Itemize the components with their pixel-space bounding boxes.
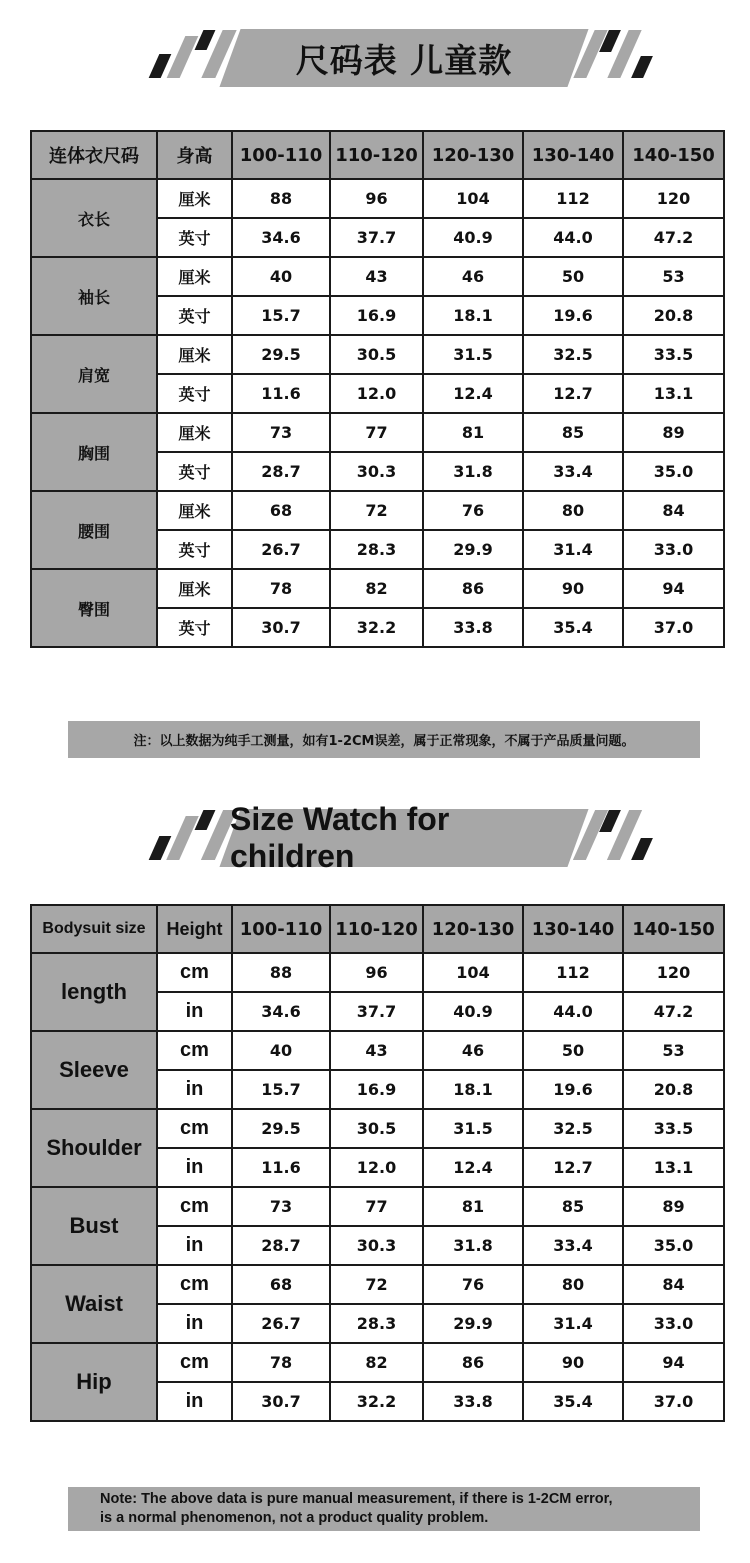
unit-cm: 厘米 <box>157 257 232 296</box>
unit-in: in <box>157 1226 232 1265</box>
unit-cm: 厘米 <box>157 569 232 608</box>
header-height-range: 110-120 <box>330 905 423 953</box>
value-cell: 112 <box>523 179 623 218</box>
header-height-range: 130-140 <box>523 131 623 179</box>
value-cell: 82 <box>330 1343 423 1382</box>
unit-in: in <box>157 1382 232 1421</box>
value-cell: 19.6 <box>523 296 623 335</box>
value-cell: 20.8 <box>623 1070 724 1109</box>
value-cell: 30.7 <box>232 608 330 647</box>
row-name: Hip <box>31 1343 157 1421</box>
value-cell: 34.6 <box>232 992 330 1031</box>
value-cell: 84 <box>623 1265 724 1304</box>
value-cell: 12.4 <box>423 374 523 413</box>
row-name: 袖长 <box>31 257 157 335</box>
value-cell: 43 <box>330 1031 423 1070</box>
value-cell: 53 <box>623 1031 724 1070</box>
value-cell: 33.0 <box>623 1304 724 1343</box>
value-cell: 28.7 <box>232 452 330 491</box>
cn-title-banner <box>0 26 750 90</box>
cn-measurement-note: 注：以上数据为纯手工测量，如有1-2CM误差，属于正常现象，不属于产品质量问题。 <box>68 721 700 758</box>
value-cell: 29.5 <box>232 335 330 374</box>
value-cell: 43 <box>330 257 423 296</box>
unit-in: in <box>157 1070 232 1109</box>
value-cell: 37.7 <box>330 992 423 1031</box>
row-name: length <box>31 953 157 1031</box>
value-cell: 31.4 <box>523 530 623 569</box>
value-cell: 86 <box>423 1343 523 1382</box>
value-cell: 20.8 <box>623 296 724 335</box>
value-cell: 33.5 <box>623 1109 724 1148</box>
value-cell: 31.8 <box>423 1226 523 1265</box>
value-cell: 31.8 <box>423 452 523 491</box>
value-cell: 94 <box>623 569 724 608</box>
row-name: Sleeve <box>31 1031 157 1109</box>
value-cell: 30.3 <box>330 1226 423 1265</box>
note-line: is a normal phenomenon, not a product quality problem. <box>100 1510 489 1526</box>
header-height-range: 100-110 <box>232 131 330 179</box>
value-cell: 26.7 <box>232 1304 330 1343</box>
value-cell: 16.9 <box>330 1070 423 1109</box>
value-cell: 31.4 <box>523 1304 623 1343</box>
value-cell: 72 <box>330 491 423 530</box>
header-height-label: 身高 <box>157 131 232 179</box>
header-height-range: 140-150 <box>623 905 724 953</box>
value-cell: 34.6 <box>232 218 330 257</box>
unit-cm: cm <box>157 1343 232 1382</box>
value-cell: 33.5 <box>623 335 724 374</box>
value-cell: 50 <box>523 257 623 296</box>
row-name: 肩宽 <box>31 335 157 413</box>
value-cell: 68 <box>232 491 330 530</box>
value-cell: 94 <box>623 1343 724 1382</box>
value-cell: 104 <box>423 953 523 992</box>
stripe-decoration <box>195 810 216 830</box>
row-name: Bust <box>31 1187 157 1265</box>
unit-cm: cm <box>157 1031 232 1070</box>
value-cell: 32.2 <box>330 1382 423 1421</box>
value-cell: 18.1 <box>423 1070 523 1109</box>
en-page-title: Size Watch for children <box>230 801 450 874</box>
value-cell: 31.5 <box>423 1109 523 1148</box>
value-cell: 31.5 <box>423 335 523 374</box>
value-cell: 35.0 <box>623 452 724 491</box>
value-cell: 47.2 <box>623 992 724 1031</box>
row-name: 臀围 <box>31 569 157 647</box>
value-cell: 44.0 <box>523 992 623 1031</box>
value-cell: 37.0 <box>623 1382 724 1421</box>
value-cell: 16.9 <box>330 296 423 335</box>
value-cell: 85 <box>523 1187 623 1226</box>
note-line: Note: The above data is pure manual measurement, if there is 1-2CM error, <box>100 1491 613 1507</box>
unit-in: in <box>157 1148 232 1187</box>
value-cell: 90 <box>523 1343 623 1382</box>
header-height-range: 120-130 <box>423 131 523 179</box>
value-cell: 32.5 <box>523 1109 623 1148</box>
unit-in: 英寸 <box>157 530 232 569</box>
unit-cm: cm <box>157 1187 232 1226</box>
unit-cm: cm <box>157 953 232 992</box>
value-cell: 33.4 <box>523 452 623 491</box>
value-cell: 88 <box>232 179 330 218</box>
header-height-range: 120-130 <box>423 905 523 953</box>
value-cell: 13.1 <box>623 1148 724 1187</box>
value-cell: 80 <box>523 491 623 530</box>
unit-in: 英寸 <box>157 296 232 335</box>
value-cell: 29.9 <box>423 530 523 569</box>
value-cell: 12.0 <box>330 1148 423 1187</box>
value-cell: 68 <box>232 1265 330 1304</box>
stripe-decoration <box>195 30 216 50</box>
cn-size-table <box>30 130 725 648</box>
header-height-label: Height <box>157 905 232 953</box>
value-cell: 12.7 <box>523 374 623 413</box>
value-cell: 77 <box>330 413 423 452</box>
value-cell: 76 <box>423 1265 523 1304</box>
value-cell: 15.7 <box>232 296 330 335</box>
header-size-label: 连体衣尺码 <box>31 131 157 179</box>
value-cell: 33.4 <box>523 1226 623 1265</box>
value-cell: 47.2 <box>623 218 724 257</box>
value-cell: 76 <box>423 491 523 530</box>
value-cell: 82 <box>330 569 423 608</box>
value-cell: 13.1 <box>623 374 724 413</box>
value-cell: 88 <box>232 953 330 992</box>
value-cell: 90 <box>523 569 623 608</box>
unit-in: 英寸 <box>157 218 232 257</box>
value-cell: 35.4 <box>523 1382 623 1421</box>
value-cell: 33.0 <box>623 530 724 569</box>
value-cell: 33.8 <box>423 1382 523 1421</box>
value-cell: 30.5 <box>330 1109 423 1148</box>
unit-cm: cm <box>157 1109 232 1148</box>
value-cell: 28.3 <box>330 1304 423 1343</box>
value-cell: 19.6 <box>523 1070 623 1109</box>
value-cell: 77 <box>330 1187 423 1226</box>
value-cell: 89 <box>623 413 724 452</box>
value-cell: 12.0 <box>330 374 423 413</box>
value-cell: 50 <box>523 1031 623 1070</box>
value-cell: 35.4 <box>523 608 623 647</box>
value-cell: 12.4 <box>423 1148 523 1187</box>
value-cell: 73 <box>232 1187 330 1226</box>
header-size-label: Bodysuit size <box>31 905 157 953</box>
value-cell: 12.7 <box>523 1148 623 1187</box>
value-cell: 81 <box>423 413 523 452</box>
value-cell: 15.7 <box>232 1070 330 1109</box>
value-cell: 32.2 <box>330 608 423 647</box>
unit-in: 英寸 <box>157 608 232 647</box>
row-name: Waist <box>31 1265 157 1343</box>
value-cell: 30.7 <box>232 1382 330 1421</box>
value-cell: 84 <box>623 491 724 530</box>
value-cell: 89 <box>623 1187 724 1226</box>
cn-page-title: 尺码表 儿童款 <box>295 40 513 80</box>
unit-cm: 厘米 <box>157 335 232 374</box>
value-cell: 104 <box>423 179 523 218</box>
row-name: 衣长 <box>31 179 157 257</box>
value-cell: 73 <box>232 413 330 452</box>
value-cell: 29.5 <box>232 1109 330 1148</box>
value-cell: 80 <box>523 1265 623 1304</box>
value-cell: 40 <box>232 257 330 296</box>
value-cell: 40.9 <box>423 992 523 1031</box>
unit-in: in <box>157 1304 232 1343</box>
value-cell: 53 <box>623 257 724 296</box>
unit-cm: 厘米 <box>157 491 232 530</box>
value-cell: 40.9 <box>423 218 523 257</box>
value-cell: 33.8 <box>423 608 523 647</box>
value-cell: 26.7 <box>232 530 330 569</box>
value-cell: 120 <box>623 179 724 218</box>
unit-cm: 厘米 <box>157 413 232 452</box>
value-cell: 37.7 <box>330 218 423 257</box>
value-cell: 28.3 <box>330 530 423 569</box>
value-cell: 81 <box>423 1187 523 1226</box>
value-cell: 40 <box>232 1031 330 1070</box>
unit-cm: cm <box>157 1265 232 1304</box>
stripe-decoration <box>166 816 199 860</box>
value-cell: 11.6 <box>232 374 330 413</box>
stripe-decoration <box>167 36 199 78</box>
header-height-range: 130-140 <box>523 905 623 953</box>
header-height-range: 100-110 <box>232 905 330 953</box>
en-measurement-note <box>68 1487 700 1531</box>
value-cell: 96 <box>330 953 423 992</box>
row-name: 胸围 <box>31 413 157 491</box>
en-size-table <box>30 904 725 1422</box>
value-cell: 86 <box>423 569 523 608</box>
value-cell: 28.7 <box>232 1226 330 1265</box>
stripe-decoration <box>631 838 653 860</box>
value-cell: 30.5 <box>330 335 423 374</box>
value-cell: 44.0 <box>523 218 623 257</box>
value-cell: 78 <box>232 1343 330 1382</box>
en-title-banner <box>0 801 750 874</box>
value-cell: 18.1 <box>423 296 523 335</box>
value-cell: 30.3 <box>330 452 423 491</box>
value-cell: 78 <box>232 569 330 608</box>
value-cell: 37.0 <box>623 608 724 647</box>
header-height-range: 140-150 <box>623 131 724 179</box>
value-cell: 120 <box>623 953 724 992</box>
value-cell: 46 <box>423 257 523 296</box>
unit-cm: 厘米 <box>157 179 232 218</box>
unit-in: 英寸 <box>157 374 232 413</box>
value-cell: 72 <box>330 1265 423 1304</box>
header-height-range: 110-120 <box>330 131 423 179</box>
value-cell: 85 <box>523 413 623 452</box>
value-cell: 96 <box>330 179 423 218</box>
value-cell: 112 <box>523 953 623 992</box>
row-name: 腰围 <box>31 491 157 569</box>
unit-in: in <box>157 992 232 1031</box>
value-cell: 35.0 <box>623 1226 724 1265</box>
stripe-decoration <box>631 56 653 78</box>
value-cell: 46 <box>423 1031 523 1070</box>
unit-in: 英寸 <box>157 452 232 491</box>
row-name: Shoulder <box>31 1109 157 1187</box>
value-cell: 29.9 <box>423 1304 523 1343</box>
value-cell: 11.6 <box>232 1148 330 1187</box>
value-cell: 32.5 <box>523 335 623 374</box>
